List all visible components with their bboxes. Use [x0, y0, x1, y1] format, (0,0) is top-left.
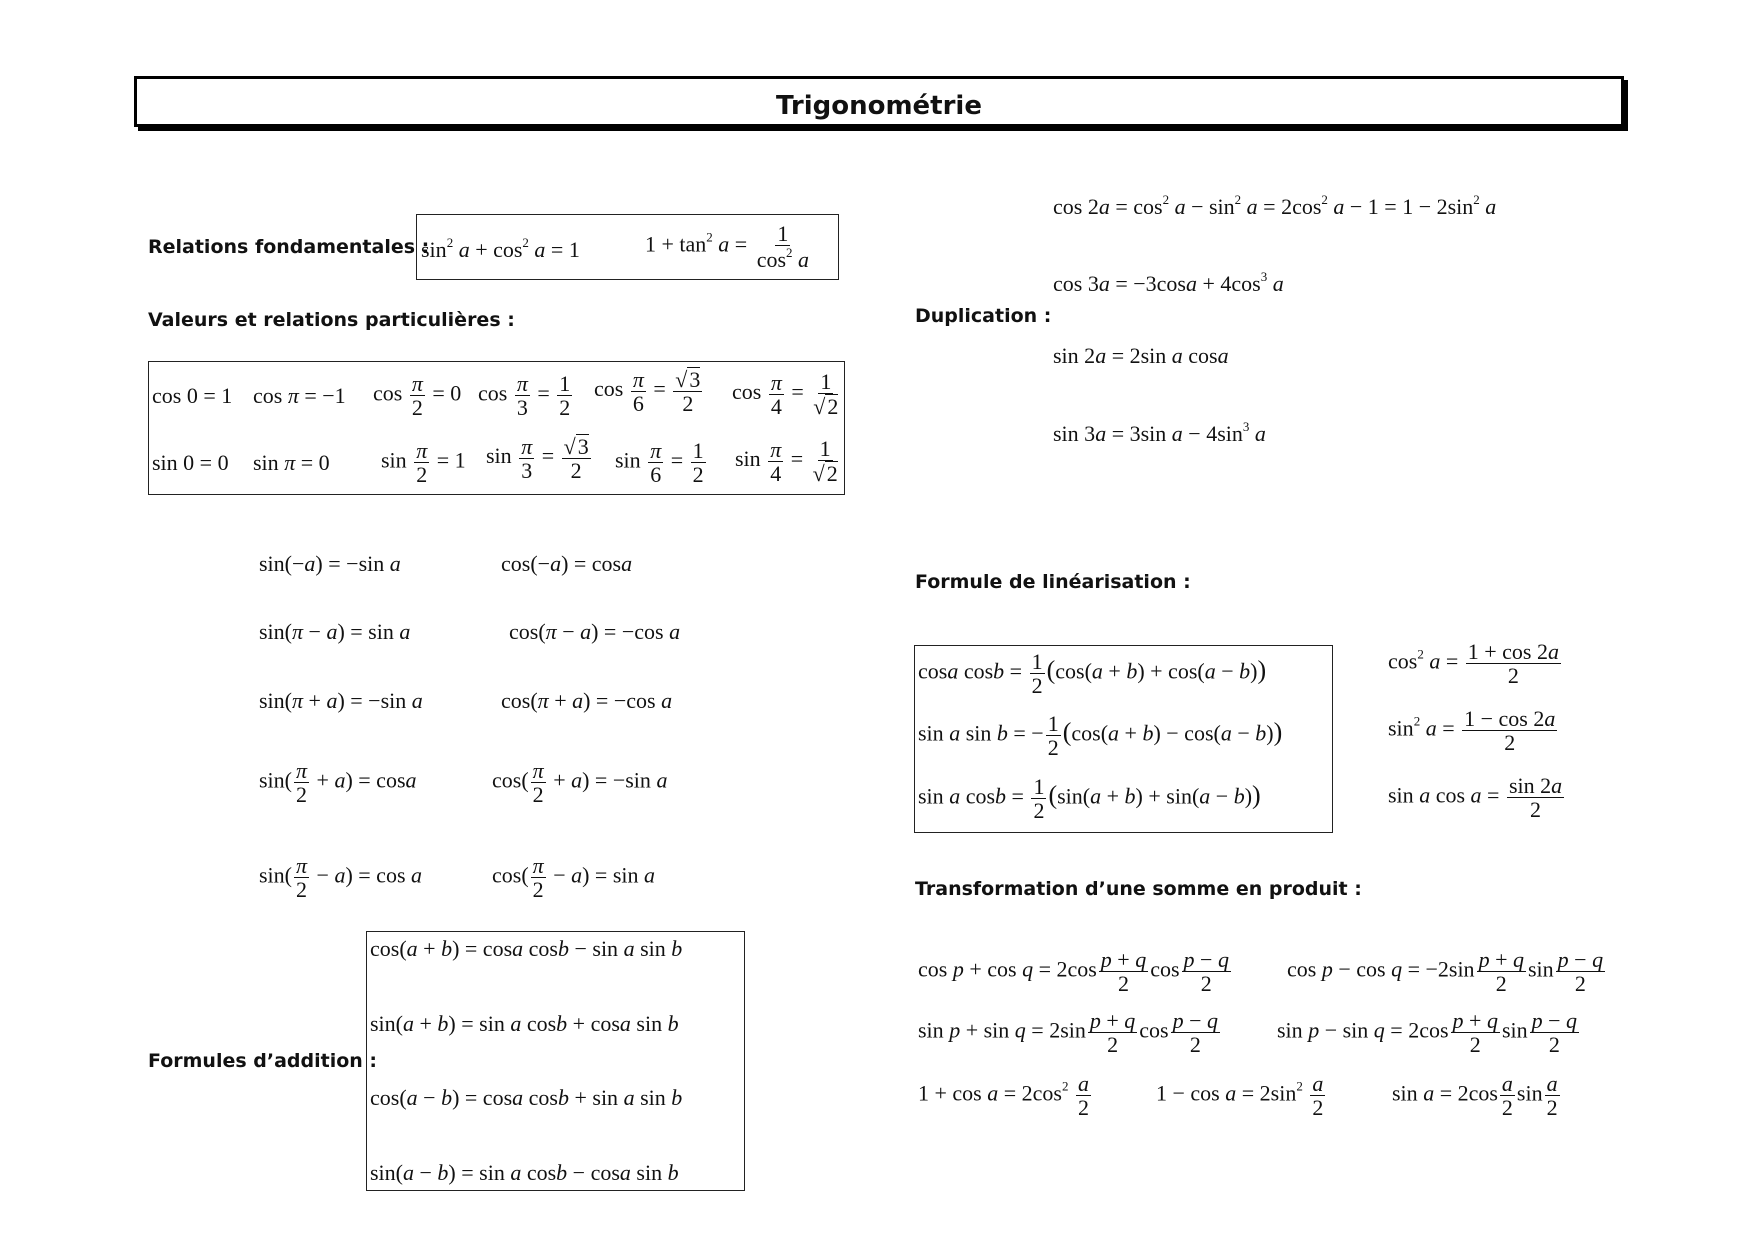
lin-sin-sin: sin a sin b = − $\frac{1}{2}$ (cos(a + b) − cos(a − b)): [918, 711, 1283, 761]
cos-pi-minus-a: cos(π − a) = −cos a: [509, 619, 681, 644]
cospi6: cos $\frac{\pi}{6}$ = $\frac{√3}{2}$: [594, 366, 701, 417]
cos-neg-a: cos(−a) = cosa: [501, 551, 633, 576]
trans-one-plus-cos: $1 + \cos a = 2\cos^2$ $\frac{a}{2}$: [918, 1071, 1089, 1121]
cospi4: cos $\frac{\pi}{4}$ = $\frac{1}{√2}$: [732, 369, 839, 420]
label-transformation: Transformation d’une somme en produit :: [915, 878, 1362, 900]
cospi: cos π = −1: [253, 383, 346, 408]
label-addition: Formules d’addition :: [148, 1050, 378, 1072]
lin-cos2: $\cos^2 a$ = $\frac{1 + \cos 2a}{2}$: [1388, 639, 1559, 689]
cos3a: $\cos 3a = -3\cos a + 4\cos^3$ a: [1053, 269, 1284, 296]
cos-pi2-plus-a: cos( $\frac{\pi}{2}$ + a) = −sin a: [492, 758, 668, 808]
trans-cos-minus: cos p − cos q = −2sin $\frac{p + q}{2}$ sin $\frac{p - q}{2}$: [1287, 947, 1604, 997]
page-title: Trigonométrie: [776, 91, 982, 121]
formula-pythagore: $\sin^2 a + \cos^2 a = 1$: [421, 235, 580, 262]
sin0: sin 0 = 0: [152, 450, 229, 475]
sin-neg-a: sin(−a) = −sin a: [259, 551, 401, 576]
sinpi3: sin $\frac{\pi}{3}$ = $\frac{√3}{2}$: [486, 433, 589, 484]
sin-pi2-plus-a: sin( $\frac{\pi}{2}$ + a) = cosa: [259, 758, 417, 808]
title-box: [134, 76, 1624, 127]
trans-sin-plus: sin p + sin q = 2sin $\frac{p + q}{2}$ cos $\frac{p - q}{2}$: [918, 1008, 1219, 1058]
formula-tan: $1 + \tan^2 a$ = $\frac{1}{\cos^2 a}$: [645, 221, 810, 273]
sinpi2: sin $\frac{\pi}{2}$ = 1: [381, 438, 466, 488]
trans-one-minus-cos: $1 - \cos a = 2\sin^2$ $\frac{a}{2}$: [1156, 1071, 1324, 1121]
trans-sin-minus: sin p − sin q = 2cos $\frac{p + q}{2}$ sin $\frac{p - q}{2}$: [1277, 1008, 1578, 1058]
sinpi4: sin $\frac{\pi}{4}$ = $\frac{1}{√2}$: [735, 436, 838, 487]
label-linearisation: Formule de linéarisation :: [915, 571, 1191, 593]
sin-a-plus-b: sin(a + b) = sin a cosb + cosa sin b: [370, 1011, 679, 1036]
sinpi: sin π = 0: [253, 450, 330, 475]
sin-pi2-minus-a: sin( $\frac{\pi}{2}$ − a) = cos a: [259, 853, 423, 903]
addition-box: [366, 931, 745, 1191]
label-fondamentales: Relations fondamentales :: [148, 236, 430, 258]
trans-cos-plus: cos p + cos q = 2cos $\frac{p + q}{2}$ cos $\frac{p - q}{2}$: [918, 947, 1229, 997]
cos-a-plus-b: cos(a + b) = cosa cosb − sin a sin b: [370, 936, 683, 961]
label-particulieres: Valeurs et relations particulières :: [148, 309, 515, 331]
sin-pi-plus-a: sin(π + a) = −sin a: [259, 688, 423, 713]
sin-pi-minus-a: sin(π − a) = sin a: [259, 619, 411, 644]
cos-a-minus-b: cos(a − b) = cosa cosb + sin a sin b: [370, 1085, 683, 1110]
lin-cos-cos: cosa cosb = $\frac{1}{2}$ (cos(a + b) + cos(a − b)): [918, 649, 1267, 699]
sin3a: sin 3a = 3sin $a - 4\sin^3$ a: [1053, 419, 1266, 446]
sin-a-minus-b: sin(a − b) = sin a cosb − cosa sin b: [370, 1160, 679, 1185]
trans-sin-a: sin a = 2cos $\frac{a}{2}$ sin $\frac{a}{2}$: [1392, 1071, 1558, 1121]
cos0: cos 0 = 1: [152, 383, 233, 408]
sinpi6: sin $\frac{\pi}{6}$ = $\frac{1}{2}$: [615, 438, 704, 488]
cos2a: $\cos 2a = \cos^2 a - \sin^2 a = 2\cos^2$ $a - 1 = 1 - 2\sin^2$ a: [1053, 192, 1497, 219]
cos-pi2-minus-a: cos( $\frac{\pi}{2}$ − a) = sin a: [492, 853, 656, 903]
cospi2: cos $\frac{\pi}{2}$ = 0: [373, 371, 462, 421]
lin-sincos: sin a cos a = $\frac{\sin 2a}{2}$: [1388, 773, 1563, 823]
lin-sin-cos: sin a cosb = $\frac{1}{2}$ (sin(a + b) + sin(a − b)): [918, 774, 1261, 824]
label-duplication: Duplication :: [915, 305, 1052, 327]
sin2a: sin 2a = 2sin a cosa: [1053, 343, 1229, 368]
cospi3: cos $\frac{\pi}{3}$ = $\frac{1}{2}$: [478, 371, 571, 421]
lin-sin2: $\sin^2 a$ = $\frac{1 - \cos 2a}{2}$: [1388, 706, 1556, 756]
cos-pi-plus-a: cos(π + a) = −cos a: [501, 688, 673, 713]
